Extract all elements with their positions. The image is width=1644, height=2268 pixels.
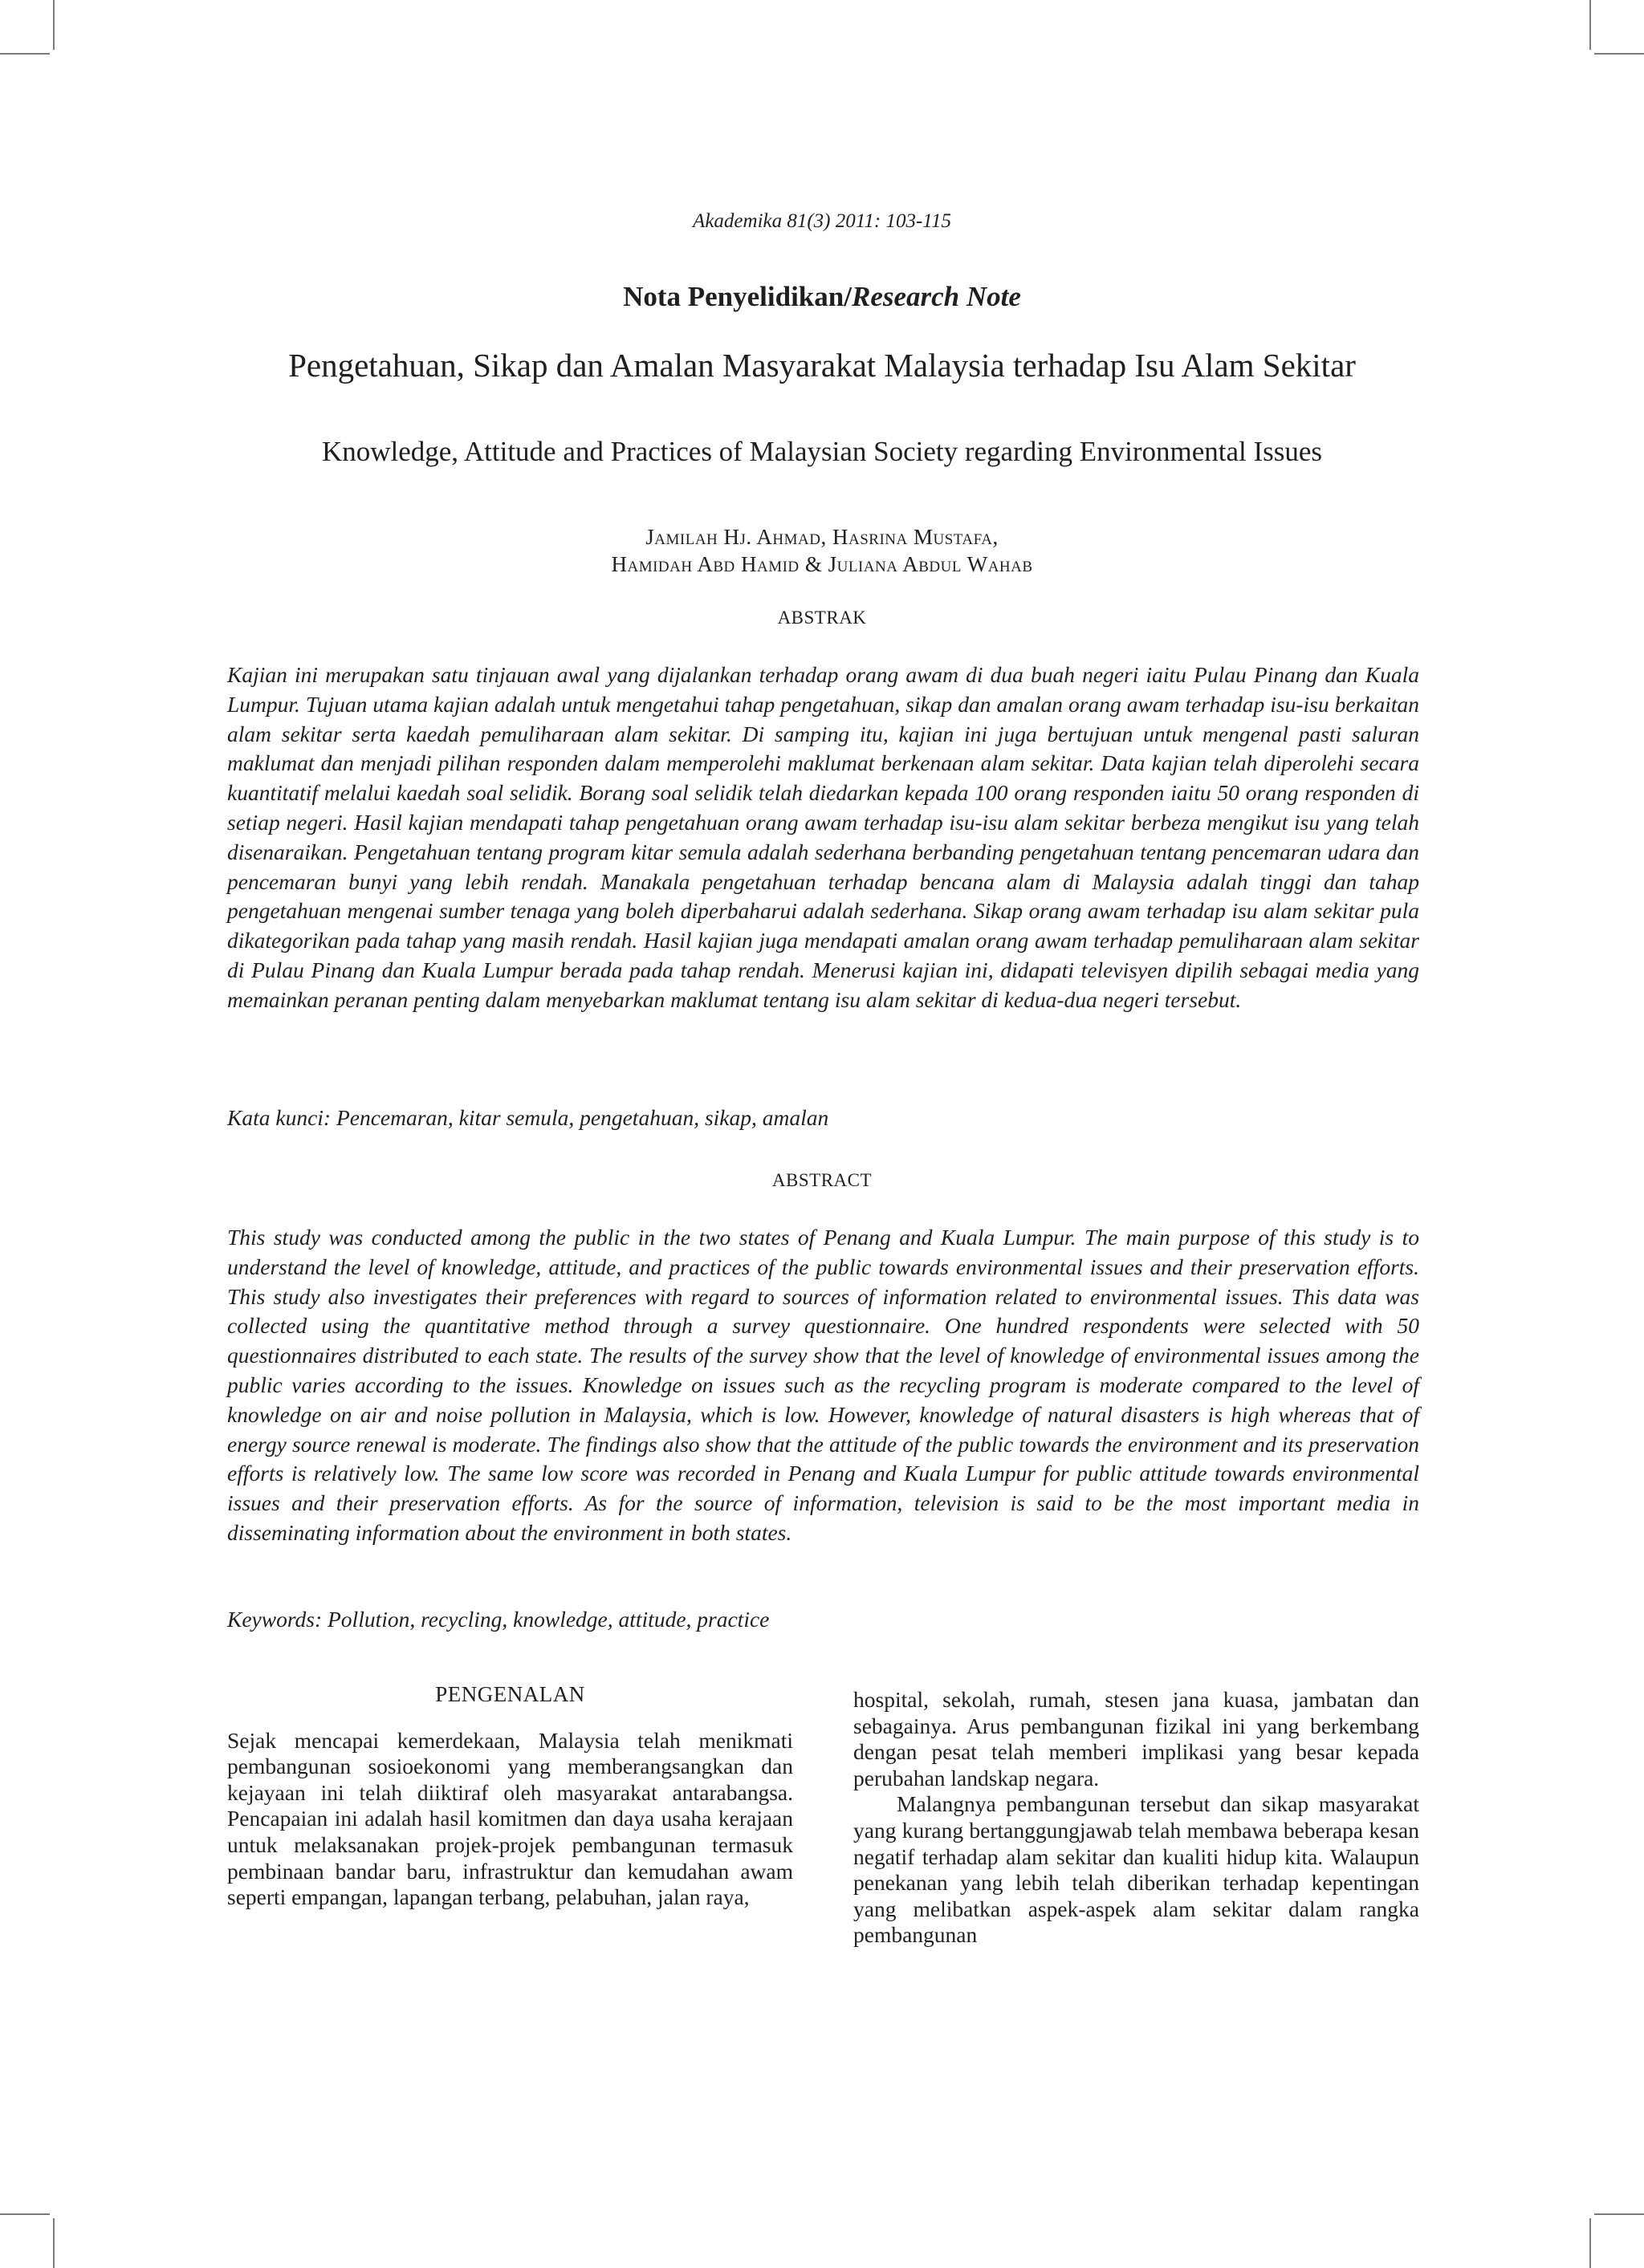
body-column-left	[227, 1681, 793, 1911]
author-line-1: Jamilah Hj. Ahmad, Hasrina Mustafa,	[645, 525, 999, 549]
author-line-2: Hamidah Abd Hamid & Juliana Abdul Wahab	[611, 552, 1033, 576]
keywords: Keywords: Pollution, recycling, knowledge, attitude, practice	[227, 1607, 770, 1632]
crop-mark-bottom-right-horizontal	[1594, 2213, 1644, 2215]
title-english: Knowledge, Attitude and Practices of Malaysian Society regarding Environmental Issues	[321, 436, 1323, 467]
crop-mark-bottom-left-horizontal	[0, 2213, 50, 2215]
abstract-heading: ABSTRACT	[771, 1170, 873, 1190]
author-list	[0, 523, 1644, 578]
abstrak-text: Kajian ini merupakan satu tinjauan awal yang dijalankan terhadap orang awam di dua buah negeri iaitu Pulau Pinang dan Kuala Lumpur. Tujuan utama kajian adalah untuk mengetahui tahap pengetahuan, sikap dan amalan orang awam terhadap isu-isu berkaitan alam sekitar serta kaedah pemuliharaan alam sekitar. Di samping itu, kajian ini juga bertujuan untuk mengenal pasti saluran maklumat dan menjadi pilihan responden dalam memperolehi maklumat berkenaan alam sekitar. Data kajian telah diperolehi secara kuantitatif melalui kaedah soal selidik. Borang soal selidik telah diedarkan kepada 100 orang responden iaitu 50 orang responden di setiap negeri. Hasil kajian mendapati tahap pengetahuan orang awam terhadap isu-isu alam sekitar berbeza mengikut isu yang telah disenaraikan. Pengetahuan tentang program kitar semula adalah sederhana berbanding pengetahuan tentang pencemaran udara dan pencemaran bunyi yang lebih rendah. Manakala pengetahuan terhadap bencana alam di Malaysia adalah tinggi dan tahap pengetahuan mengenai sumber tenaga yang boleh diperbaharui adalah sederhana. Sikap orang awam terhadap isu alam sekitar pula dikategorikan pada tahap yang masih rendah. Hasil kajian juga mendapati amalan orang awam terhadap pemuliharaan alam sekitar di Pulau Pinang dan Kuala Lumpur berada pada tahap rendah. Menerusi kajian ini, didapati televisyen dipilih sebagai media yang memainkan peranan penting dalam menyebarkan maklumat tentang isu alam sekitar di kedua-dua negeri tersebut.	[227, 662, 1419, 1012]
title-malay: Pengetahuan, Sikap dan Amalan Masyarakat Malaysia terhadap Isu Alam Sekitar	[288, 347, 1356, 384]
note-type-english: Research Note	[851, 281, 1021, 312]
abstrak-heading: ABSTRAK	[777, 608, 867, 628]
body-paragraph-1-continued: hospital, sekolah, rumah, stesen jana kuasa, jambatan dan sebagainya. Arus pembangunan fizikal ini yang berkembang dengan pesat telah memberi implikasi yang besar kepada perubahan landskap negara.	[853, 1687, 1419, 1790]
journal-reference: Akademika 81(3) 2011: 103-115	[693, 210, 951, 232]
kata-kunci: Kata kunci: Pencemaran, kitar semula, pengetahuan, sikap, amalan	[227, 1105, 829, 1130]
crop-mark-bottom-left-vertical	[53, 2218, 55, 2268]
note-type-malay: Nota Penyelidikan/	[623, 281, 852, 312]
crop-mark-top-right-vertical	[1589, 0, 1591, 50]
crop-mark-top-right-horizontal	[1594, 53, 1644, 55]
crop-mark-bottom-right-vertical	[1589, 2218, 1591, 2268]
crop-mark-top-left-vertical	[53, 0, 55, 50]
crop-mark-top-left-horizontal	[0, 53, 50, 55]
note-type	[0, 281, 1644, 313]
section-heading-pengenalan: PENGENALAN	[435, 1682, 585, 1706]
abstract-text: This study was conducted among the public in the two states of Penang and Kuala Lumpur. The main purpose of this study is to understand the level of knowledge, attitude, and practices of the public towards environmental issues and their preservation efforts. This study also investigates their preferences with regard to sources of information related to environmental issues. This data was collected using the quantitative method through a survey questionnaire. One hundred respondents were selected with 50 questionnaires distributed to each state. The results of the survey show that the level of knowledge of environmental issues among the public varies according to the issues. Knowledge on issues such as the recycling program is moderate compared to the level of knowledge on air and noise pollution in Malaysia, which is low. However, knowledge of natural disasters is high whereas that of energy source renewal is moderate. The findings also show that the attitude of the public towards the environment and its preservation efforts is relatively low. The same low score was recorded in Penang and Kuala Lumpur for public attitude towards environmental issues and their preservation efforts. As for the source of information, television is said to be the most important media in disseminating information about the environment in both states.	[227, 1225, 1419, 1545]
body-paragraph-1: Sejak mencapai kemerdekaan, Malaysia telah menikmati pembangunan sosioekonomi yang memberangsangkan dan kejayaan ini telah diiktiraf oleh masyarakat antarabangsa. Pencapaian ini adalah hasil komitmen dan daya usaha kerajaan untuk melaksanakan projek-projek pembangunan termasuk pembinaan bandar baru, infrastruktur dan kemudahan awam seperti empangan, lapangan terbang, pelabuhan, jalan raya,	[227, 1727, 793, 1910]
body-column-right	[853, 1687, 1419, 1949]
body-paragraph-2: Malangnya pembangunan tersebut dan sikap masyarakat yang kurang bertanggungjawab telah membawa beberapa kesan negatif terhadap alam sekitar dan kualiti hidup kita. Walaupun penekanan yang lebih telah diberikan terhadap kepentingan yang melibatkan aspek-aspek alam sekitar dalam rangka pembangunan	[853, 1791, 1419, 1948]
